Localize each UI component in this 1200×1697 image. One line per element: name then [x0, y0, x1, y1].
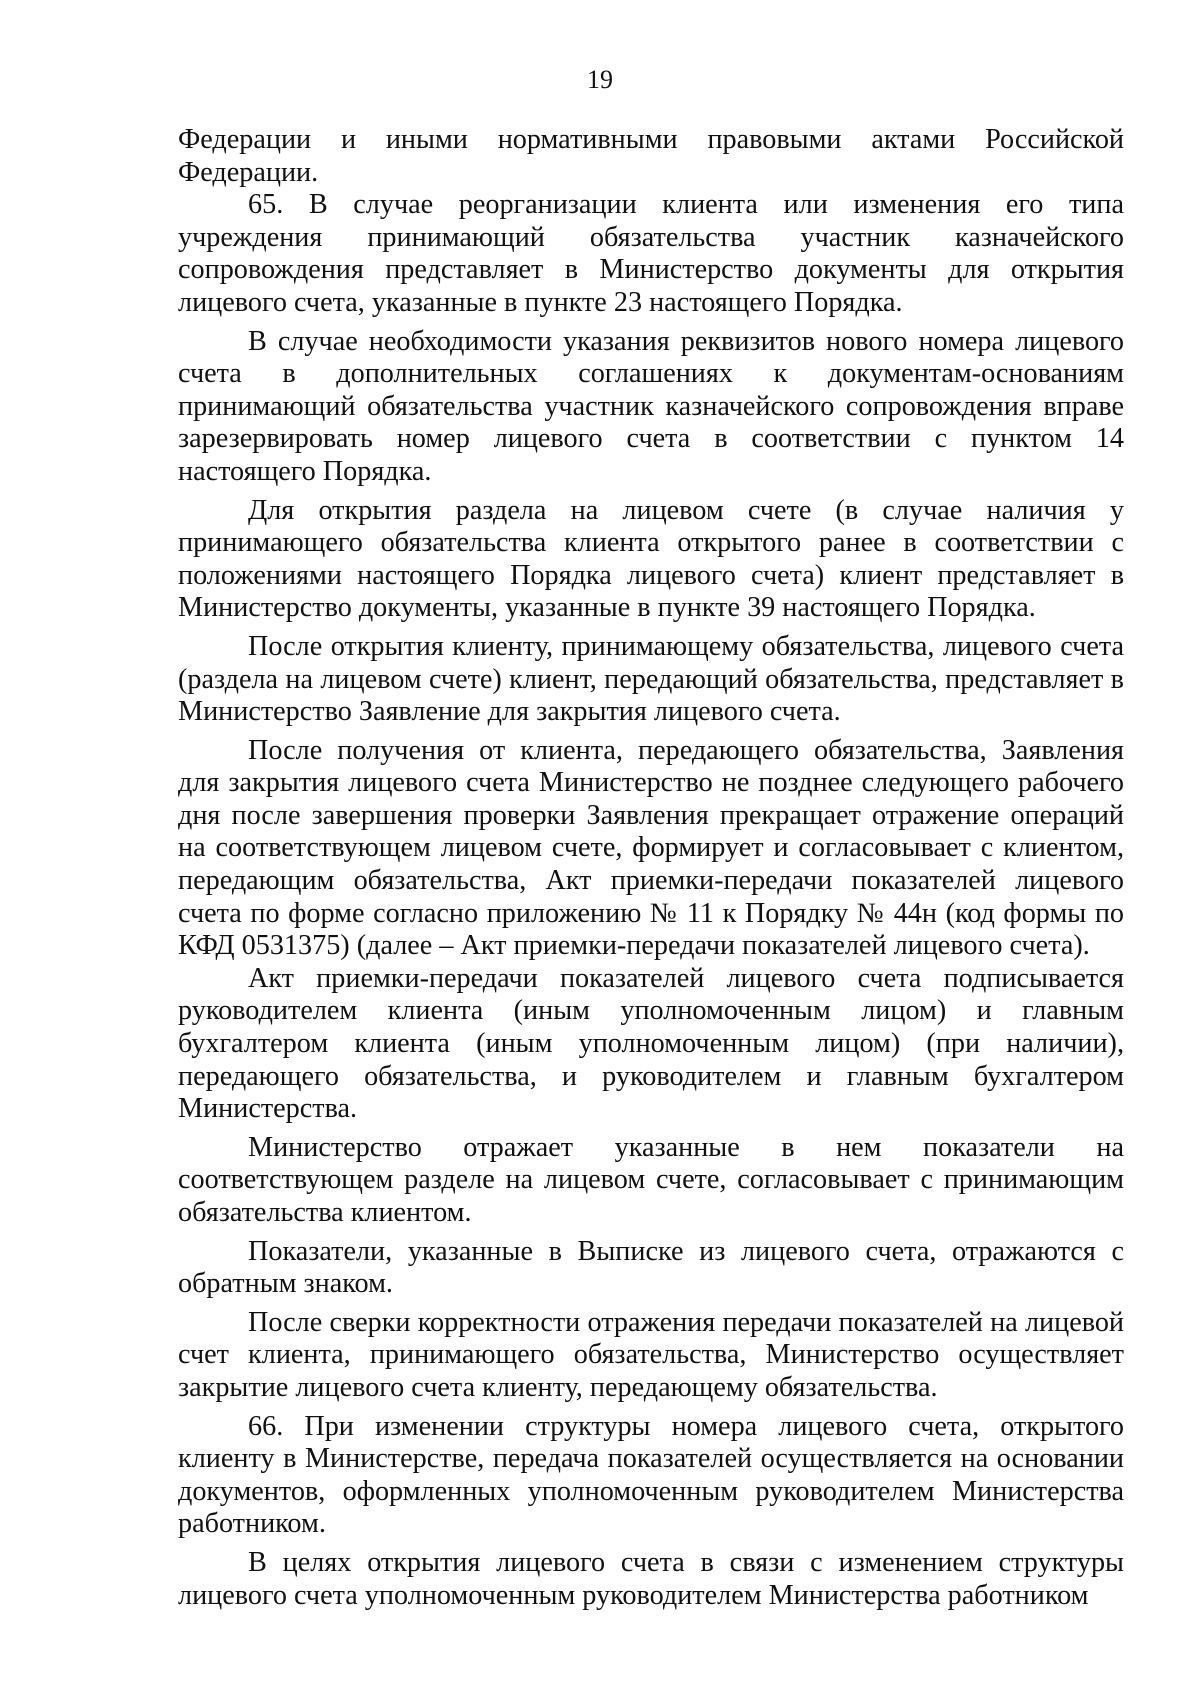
paragraph-structure-change: В целях открытия лицевого счета в связи с изменением структуры лицевого счета уполномоченным руководителем Министерства работником — [178, 1546, 1124, 1611]
paragraph-reverse-sign: Показатели, указанные в Выписке из лицевого счета, отражаются с обратным знаком. — [178, 1235, 1124, 1300]
paragraph-item-66: 66. При изменении структуры номера лицевого счета, открытого клиенту в Министерстве, передача показателей осуществляется на основании документов, оформленных уполномоченным руководителем Министерства работником. — [178, 1410, 1124, 1540]
paragraph-open-section: Для открытия раздела на лицевом счете (в случае наличия у принимающего обязательства клиента открытого ранее в соответствии с положениями настоящего Порядка лицевого счета) клиент представляет в Министерство документы, указанные в пункте 39 настоящего Порядка. — [178, 494, 1124, 624]
paragraph-ministry-reflects: Министерство отражает указанные в нем показатели на соответствующем разделе на лицевом счете, согласовывает с принимающим обязательства клиентом. — [178, 1131, 1124, 1228]
paragraph-reserve-account-number: В случае необходимости указания реквизитов нового номера лицевого счета в дополнительных соглашениях к документам-основаниям принимающий обязательства участник казначейского сопровождения вправе зарезервировать номер лицевого счета в соответствии с пунктом 14 настоящего Порядка. — [178, 325, 1124, 487]
page-number: 19 — [587, 65, 613, 94]
paragraph-close-account-request: После открытия клиенту, принимающему обязательства, лицевого счета (раздела на лицевом счете) клиент, передающий обязательства, представляет в Министерство Заявление для закрытия лицевого счета. — [178, 630, 1124, 728]
paragraph-item-65: 65. В случае реорганизации клиента или изменения его типа учреждения принимающий обязательства участник казначейского сопровождения представляет в Министерство документы для открытия лицевого счета, указанные в пункте 23 настоящего Порядка. — [178, 189, 1124, 318]
document-body — [178, 124, 1124, 1612]
paragraph-continuation: Федерации и иными нормативными правовыми актами Российской Федерации. — [178, 124, 1124, 188]
paragraph-account-closure: После сверки корректности отражения передачи показателей на лицевой счет клиента, принимающего обязательства, Министерство осуществляет закрытие лицевого счета клиенту, передающему обязательства. — [178, 1306, 1124, 1403]
paragraph-act-signing: Акт приемки-передачи показателей лицевого счета подписывается руководителем клиента (иным уполномоченным лицом) и главным бухгалтером клиента (иным уполномоченным лицом) (при наличии), передающего обязательства, и руководителем и главным бухгалтером Министерства. — [178, 962, 1124, 1125]
paragraph-transfer-act: После получения от клиента, передающего обязательства, Заявления для закрытия лицевого счета Министерство не позднее следующего рабочего дня после завершения проверки Заявления прекращает отражение операций на соответствующем лицевом счете, формирует и согласовывает с клиентом, передающим обязательства, Акт приемки-передачи показателей лицевого счета по форме согласно приложению № 11 к Порядку № 44н (код формы по КФД 0531375) (далее – Акт приемки-передачи показателей лицевого счета). — [178, 734, 1124, 962]
